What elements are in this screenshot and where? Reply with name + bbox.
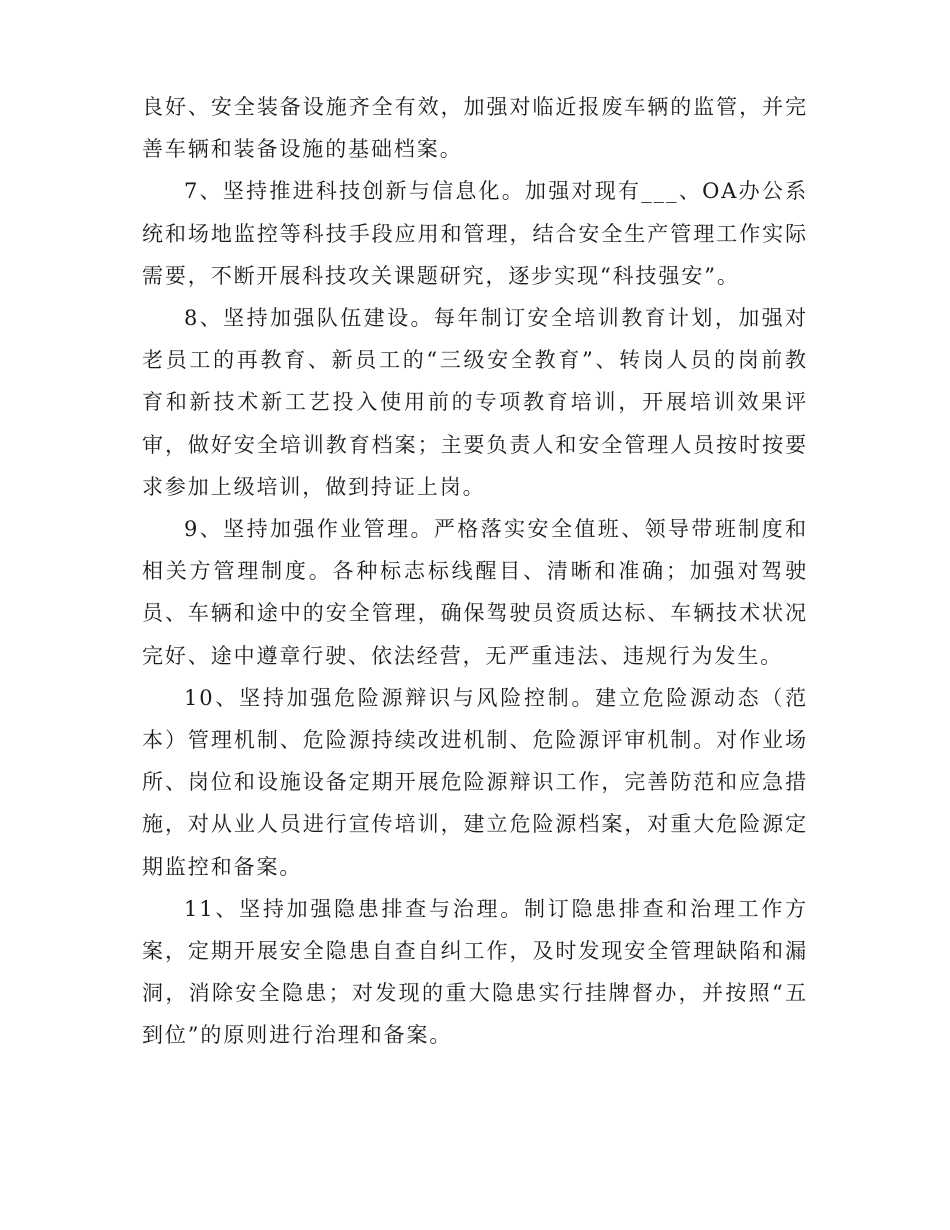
paragraph-continuation: 良好、安全装备设施齐全有效，加强对临近报废车辆的监管，并完善车辆和装备设施的基础档案。	[142, 95, 808, 162]
paragraph-item-7: 7、坚持推进科技创新与信息化。加强对现有___、OA办公系统和场地监控等科技手段应用和管理，结合安全生产管理工作实际需要，不断开展科技攻关课题研究，逐步实现“科技强安”。	[142, 179, 808, 288]
paragraph-item-9: 9、坚持加强作业管理。严格落实安全值班、领导带班制度和相关方管理制度。各种标志标线醒目、清晰和准确；加强对驾驶员、车辆和途中的安全管理，确保驾驶员资质达标、车辆技术状况完好、途中遵章行驶、依法经营，无严重违法、违规行为发生。	[142, 517, 808, 668]
document-body	[142, 86, 808, 1057]
paragraph-item-11: 11、坚持加强隐患排查与治理。制订隐患排查和治理工作方案，定期开展安全隐患自查自纠工作，及时发现安全管理缺陷和漏洞，消除安全隐患；对发现的重大隐患实行挂牌督办，并按照“五到位”的原则进行治理和备案。	[142, 896, 808, 1048]
paragraph-item-10: 10、坚持加强危险源辩识与风险控制。建立危险源动态（范本）管理机制、危险源持续改进机制、危险源评审机制。对作业场所、岗位和设施设备定期开展危险源辩识工作，完善防范和应急措施，对从业人员进行宣传培训，建立危险源档案，对重大危险源定期监控和备案。	[142, 685, 808, 879]
paragraph-item-8: 8、坚持加强队伍建设。每年制订安全培训教育计划，加强对老员工的再教育、新员工的“三级安全教育”、转岗人员的岗前教育和新技术新工艺投入使用前的专项教育培训，开展培训效果评审，做好安全培训教育档案；主要负责人和安全管理人员按时按要求参加上级培训，做到持证上岗。	[142, 306, 808, 499]
